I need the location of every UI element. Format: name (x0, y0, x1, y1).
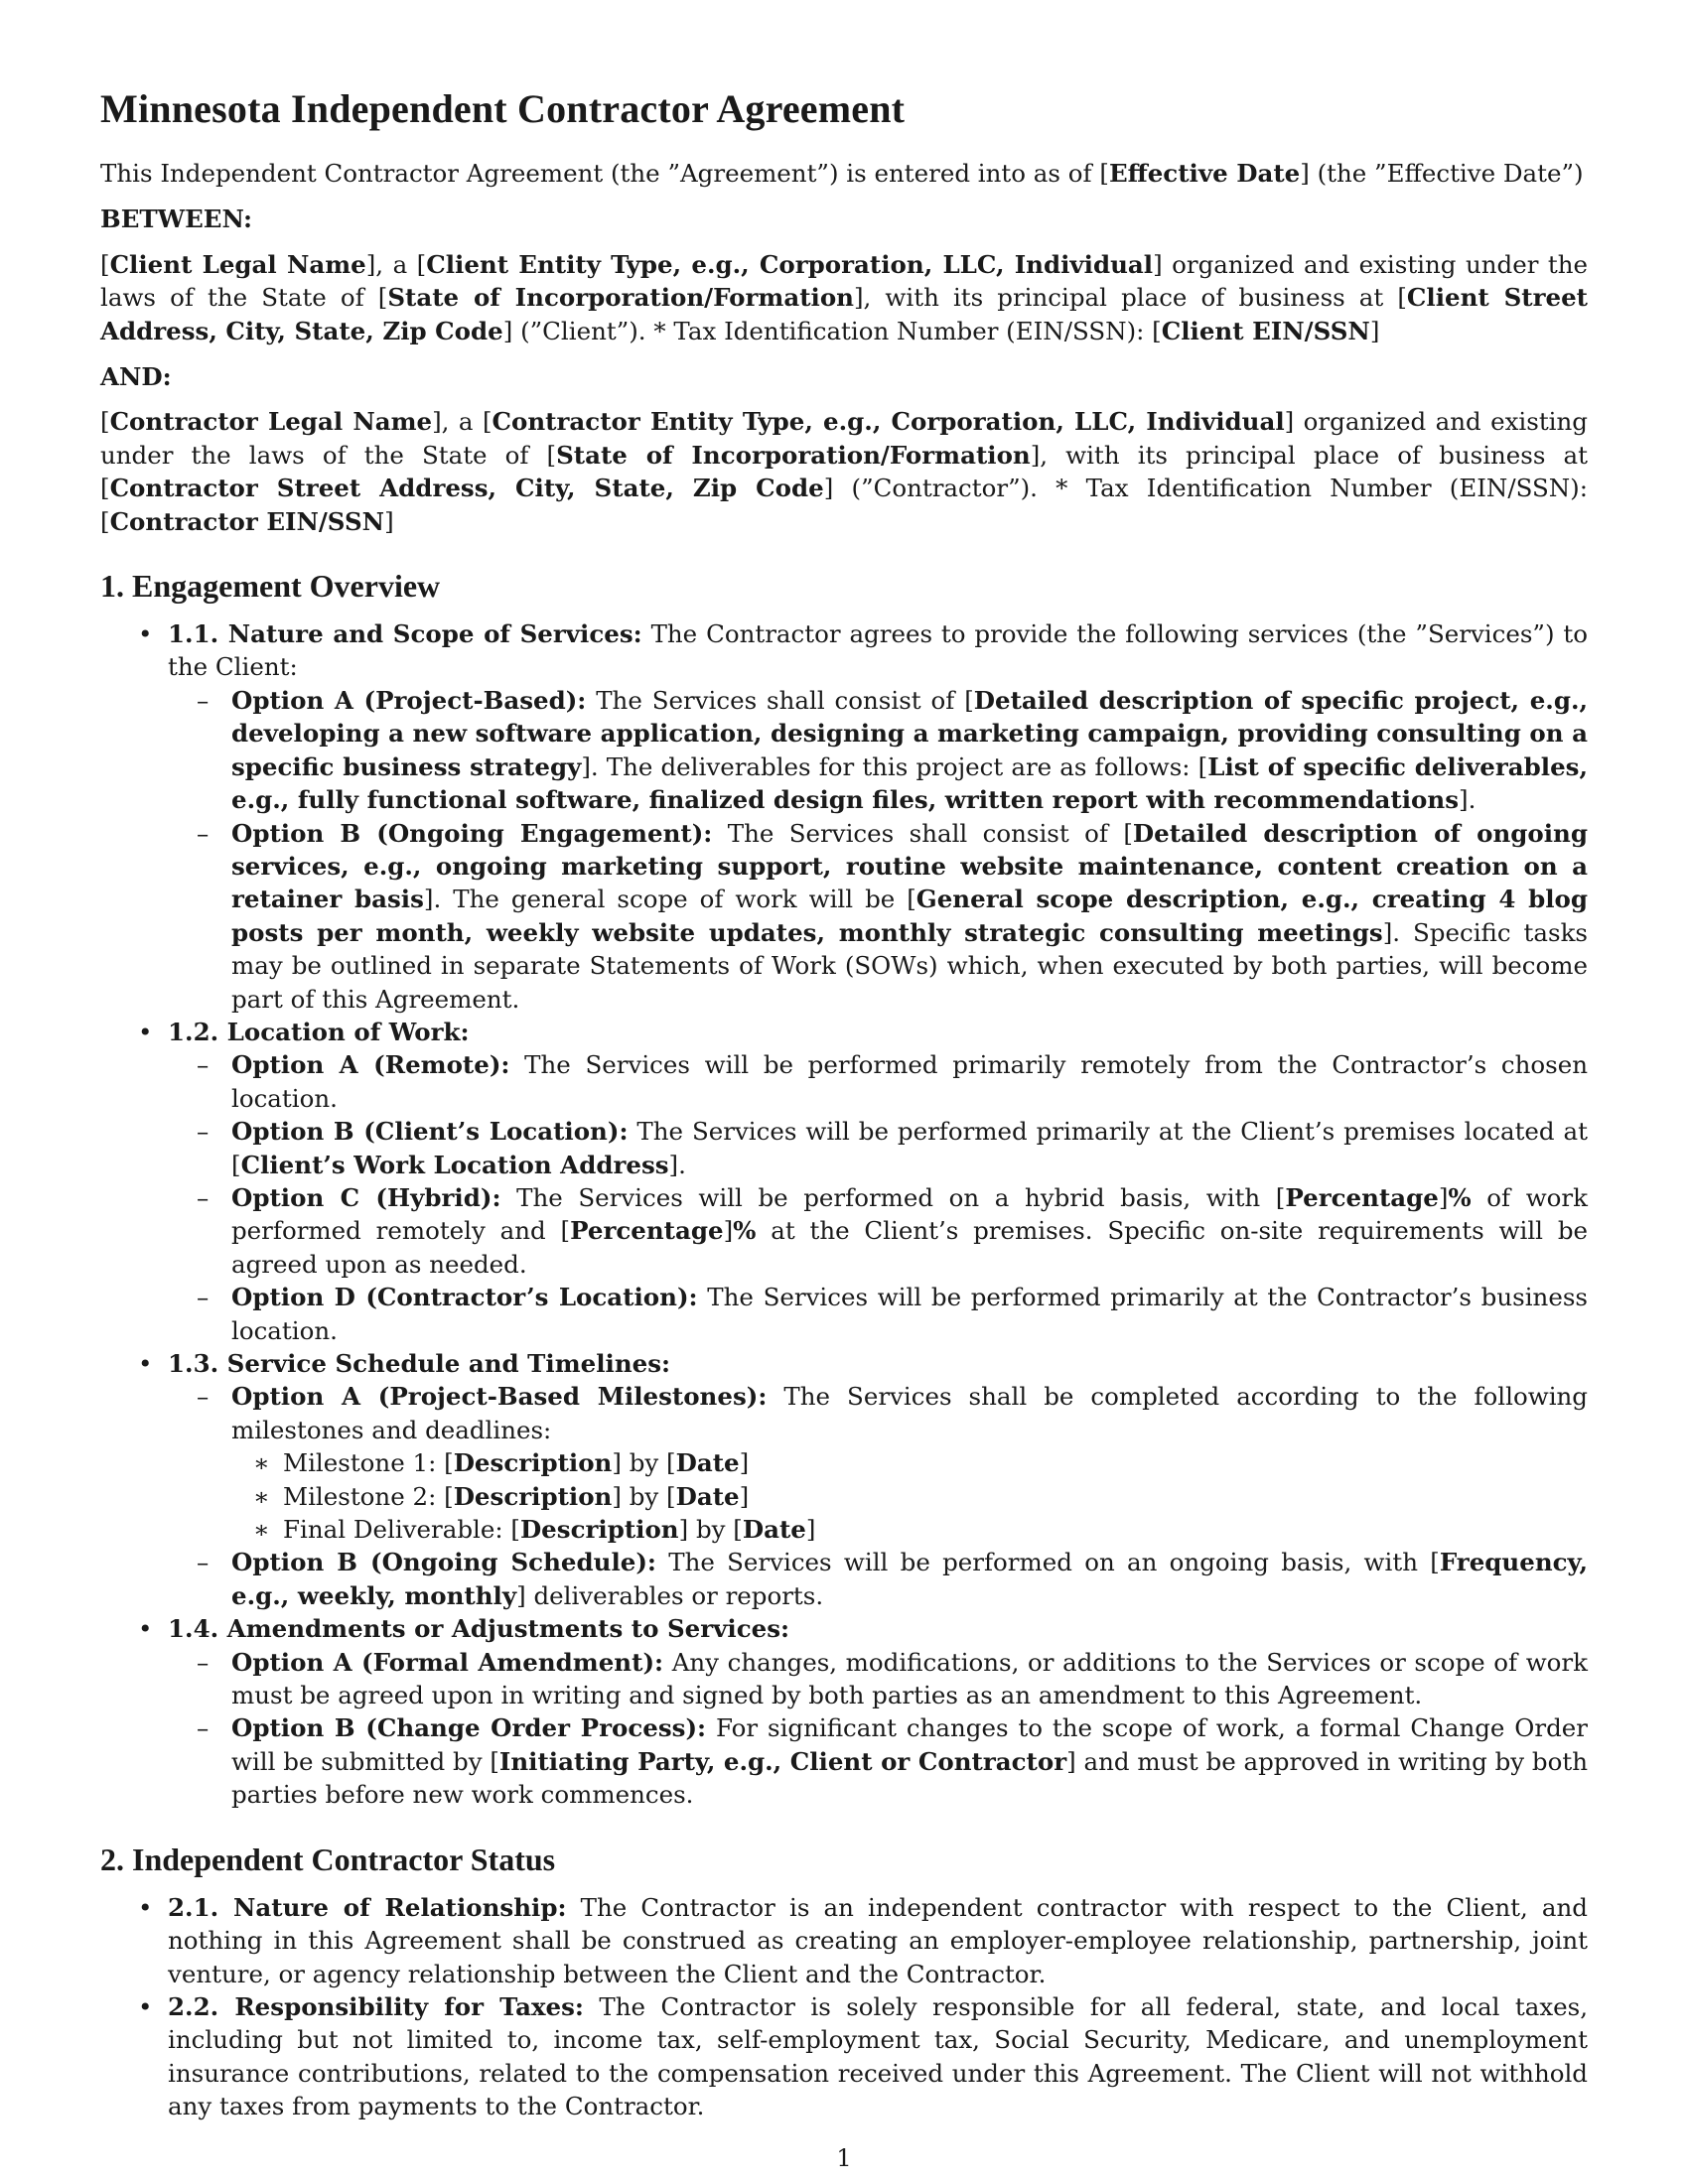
sub-item (168, 1711, 1588, 1811)
option-label: Option B (Client’s Location): (231, 1117, 629, 1147)
text: The Services will be performed on an ongoing basis, with [ (655, 1548, 1440, 1577)
text: The Services will be performed on a hybrid basis, with [ (500, 1182, 1286, 1212)
intro-paragraph (100, 157, 1588, 190)
text: Milestone 1: [ (283, 1448, 454, 1478)
section-2-list (100, 1891, 1588, 2123)
text: ], a [ (365, 249, 427, 279)
sub-list (168, 1646, 1588, 1812)
text: The Services shall consist of [ (586, 685, 974, 715)
text: ] deliverables or reports. (516, 1580, 824, 1610)
text: This Independent Contractor Agreement (the ”Agreement”) is entered into as of [ (100, 159, 1109, 188)
text: The Services will be performed primarily at the Contractor’s business location. (231, 1283, 1588, 1345)
item-text (168, 1347, 1588, 1380)
text: ] (384, 506, 394, 536)
text: ] (the ”Effective Date”) (1300, 159, 1584, 188)
dash-marker: – (197, 1117, 210, 1147)
sub-item (168, 684, 1588, 817)
placeholder-field: Effective Date (1108, 159, 1301, 188)
text: ] by [ (678, 1515, 743, 1545)
placeholder-field: Date (675, 1481, 740, 1511)
bullet-marker: • (138, 1991, 153, 2021)
placeholder-field: Client Legal Name (109, 249, 366, 279)
option-label: Option A (Formal Amendment): (231, 1647, 664, 1677)
placeholder-field: Detailed description of ongoing services, e.g., ongoing marketing support, routine website maintenance, content creation on a retainer basis (231, 818, 1588, 914)
dash-marker: – (197, 1548, 210, 1577)
item-label: 1.3. Service Schedule and Timelines: (168, 1349, 671, 1378)
placeholder-field: Description (453, 1448, 613, 1478)
text: ] by [ (612, 1448, 676, 1478)
text: ] (1438, 1182, 1449, 1212)
section-heading: 1. Engagement Overview (100, 568, 441, 605)
text: [ (100, 249, 110, 279)
star-marker: ∗ (253, 1448, 270, 1478)
item-text (168, 617, 1588, 684)
text: Milestone 2: [ (283, 1481, 454, 1511)
milestone-item (231, 1446, 1588, 1479)
between-label: BETWEEN: (100, 205, 253, 234)
placeholder-field: Contractor Street Address, City, State, Zip Code (109, 474, 824, 503)
option-label: Option A (Remote): (231, 1050, 510, 1080)
sub-item (168, 1546, 1588, 1612)
option-label: Option C (Hybrid): (231, 1182, 501, 1212)
text: [ (100, 407, 110, 437)
text: ] (”Client”). * Tax Identification Number (EIN/SSN): [ (502, 316, 1162, 345)
placeholder-field: Percentage (1285, 1182, 1439, 1212)
text: The Services shall be completed according to the following milestones and deadlines: (231, 1382, 1588, 1444)
placeholder-field: List of specific deliverables, e.g., fully functional software, finalized design files, written report with recommendations (231, 751, 1589, 815)
placeholder-field: Date (742, 1515, 806, 1545)
percent-sign: % (733, 1216, 757, 1246)
placeholder-field: Percentage (570, 1216, 724, 1246)
milestone-item (231, 1513, 1588, 1546)
sub-list (168, 684, 1588, 1016)
item-text (168, 1891, 1588, 1990)
placeholder-field: Client’s Work Location Address (240, 1150, 669, 1179)
dash-marker: – (197, 685, 210, 715)
text: ], with its principal place of business at [ (853, 283, 1407, 313)
milestone-item (231, 1480, 1588, 1513)
item-text (168, 1612, 1588, 1645)
document-title: Minnesota Independent Contractor Agreement (100, 86, 906, 131)
star-marker: ∗ (253, 1481, 270, 1511)
placeholder-field: Client EIN/SSN (1161, 316, 1370, 345)
placeholder-field: Contractor Entity Type, e.g., Corporation, LLC, Individual (492, 407, 1285, 437)
option-label: Option A (Project-Based Milestones): (231, 1382, 768, 1412)
text: ] (1369, 316, 1380, 345)
placeholder-field: State of Incorporation/Formation (387, 283, 854, 313)
text: The Contractor agrees to provide the following services (the ”Services”) to the Client: (168, 619, 1588, 682)
placeholder-field: Client Entity Type, e.g., Corporation, LLC, Individual (426, 249, 1154, 279)
item-text (168, 1016, 1588, 1048)
sub-item (168, 1281, 1588, 1347)
text: ]. (1459, 785, 1477, 815)
text: For significant changes to the scope of work, a formal Change Order will be submitted by [ (231, 1713, 1588, 1776)
placeholder-field: Detailed description of specific project, e.g., developing a new software application, designing a marketing campaign, providing consulting on a specific business strategy (231, 685, 1589, 781)
option-label: Option D (Contractor’s Location): (231, 1283, 698, 1312)
star-marker: ∗ (253, 1515, 270, 1545)
placeholder-field: General scope description, e.g., creating 4 blog posts per month, weekly website updates, monthly strategic consulting meetings (231, 885, 1589, 947)
placeholder-field: Frequency, e.g., weekly, monthly (231, 1548, 1588, 1610)
text: of work performed remotely and [ (231, 1182, 1588, 1246)
list-item-2-1 (100, 1891, 1588, 1990)
item-label: 2.2. Responsibility for Taxes: (168, 1991, 584, 2021)
text: The Contractor is solely responsible for all federal, state, and local taxes, including but not limited to, income tax, self-employment tax, Social Security, Medicare, and unemployment insurance contributions, related to the compensation received under this Agreement. The Client will not withhold any taxes from payments to the Contractor. (168, 1991, 1588, 2121)
option-label: Option A (Project-Based): (231, 685, 587, 715)
placeholder-field: Contractor EIN/SSN (109, 506, 385, 536)
text: ]. (668, 1150, 686, 1179)
list-item-1-3 (100, 1347, 1588, 1612)
text: The Services will be performed primarily at the Client’s premises located at [ (231, 1117, 1588, 1179)
item-label: 2.1. Nature of Relationship: (168, 1892, 567, 1922)
text: The Services will be performed primarily remotely from the Contractor’s chosen location. (231, 1050, 1588, 1113)
dash-marker: – (197, 1283, 210, 1312)
list-item-1-4 (100, 1612, 1588, 1811)
text: The Contractor is an independent contractor with respect to the Client, and nothing in this Agreement shall be construed as creating an employer-employee relationship, partnership, joint venture, or agency relationship between the Client and the Contractor. (168, 1892, 1588, 1988)
text: ], with its principal place of business at [ (100, 440, 1588, 503)
text: ]. The deliverables for this project are as follows: [ (581, 751, 1208, 781)
option-label: Option B (Change Order Process): (231, 1713, 707, 1743)
sub-item (168, 1048, 1588, 1115)
list-item-1-2 (100, 1016, 1588, 1347)
dash-marker: – (197, 1647, 210, 1677)
text: ] and must be approved in writing by both parties before new work commences. (231, 1746, 1588, 1810)
option-label: Option B (Ongoing Schedule): (231, 1548, 656, 1577)
placeholder-field: Description (519, 1515, 679, 1545)
dash-marker: – (197, 1382, 210, 1412)
contractor-paragraph (100, 405, 1588, 538)
item-label: 1.2. Location of Work: (168, 1017, 470, 1046)
text: Any changes, modifications, or additions to the Services or scope of work must be agreed upon in writing and signed by both parties as an amendment to this Agreement. (231, 1647, 1588, 1710)
client-paragraph (100, 248, 1588, 347)
section-heading: 2. Independent Contractor Status (100, 1841, 556, 1877)
dash-marker: – (197, 1713, 210, 1743)
placeholder-field: Contractor Legal Name (109, 407, 433, 437)
sub-item (168, 817, 1588, 1016)
text: ] organized and existing under the laws of the State of [ (100, 407, 1588, 470)
text: The Services shall consist of [ (712, 818, 1133, 848)
sub-item (168, 1646, 1588, 1712)
sub-item (168, 1115, 1588, 1181)
text: ] by [ (612, 1481, 676, 1511)
text: ]. The general scope of work will be [ (423, 885, 916, 914)
text: ] (”Contractor”). * Tax Identification Number (EIN/SSN): [ (100, 474, 1588, 536)
section-1-list (100, 617, 1588, 1812)
page-number: 1 (836, 2144, 852, 2172)
option-label: Option B (Ongoing Engagement): (231, 818, 713, 848)
sub-item (168, 1181, 1588, 1281)
list-item-2-2 (100, 1990, 1588, 2123)
placeholder-field: Date (675, 1448, 740, 1478)
text: ]. Specific tasks may be outlined in separate Statements of Work (SOWs) which, when executed by both parties, will become part of this Agreement. (231, 917, 1589, 1014)
bullet-marker: • (138, 619, 153, 649)
text: ] (739, 1448, 750, 1478)
text: ] (805, 1515, 816, 1545)
text: ] organized and existing under the laws of the State of [ (100, 249, 1588, 313)
placeholder-field: Description (453, 1481, 613, 1511)
bullet-marker: • (138, 1614, 153, 1644)
dash-marker: – (197, 818, 210, 848)
list-item-1-1 (100, 617, 1588, 1016)
placeholder-field: Client Street Address, City, State, Zip Code (100, 283, 1588, 345)
item-label: 1.1. Nature and Scope of Services: (168, 619, 642, 649)
placeholder-field: State of Incorporation/Formation (556, 440, 1031, 470)
bullet-marker: • (138, 1349, 153, 1378)
sub-list (168, 1048, 1588, 1347)
text: Final Deliverable: [ (283, 1515, 520, 1545)
and-label: AND: (100, 362, 172, 392)
placeholder-field: Initiating Party, e.g., Client or Contractor (498, 1746, 1067, 1776)
bullet-marker: • (138, 1017, 153, 1046)
item-text (168, 1990, 1588, 2123)
text: at the Client’s premises. Specific on-site requirements will be agreed upon as needed. (231, 1216, 1588, 1279)
sub-item (168, 1380, 1588, 1546)
sub-list (168, 1380, 1588, 1612)
document-content (100, 85, 1588, 2123)
dash-marker: – (197, 1050, 210, 1080)
percent-sign: % (1448, 1182, 1472, 1212)
text: ], a [ (432, 407, 492, 437)
text: ] (739, 1481, 750, 1511)
text: ] (723, 1216, 734, 1246)
milestone-list (231, 1446, 1588, 1546)
item-label: 1.4. Amendments or Adjustments to Services: (168, 1614, 790, 1644)
dash-marker: – (197, 1182, 210, 1212)
bullet-marker: • (138, 1892, 153, 1922)
